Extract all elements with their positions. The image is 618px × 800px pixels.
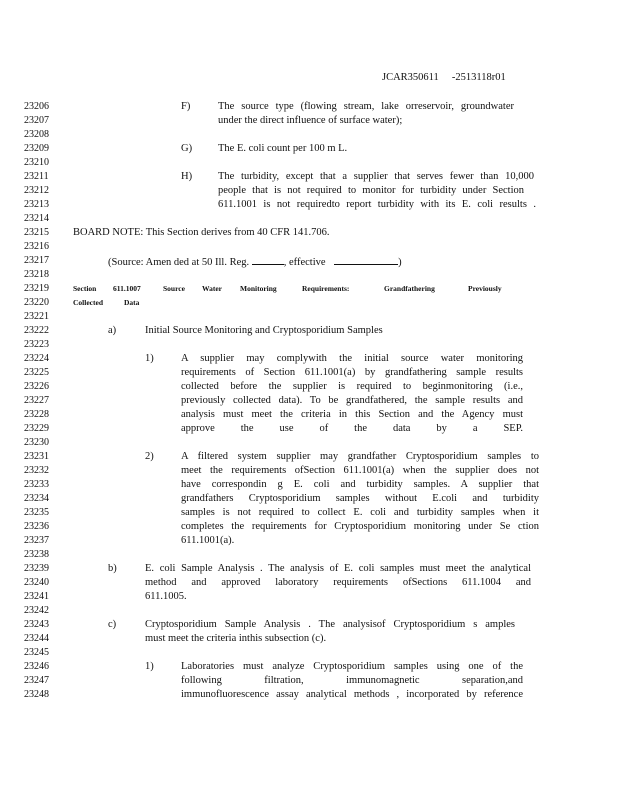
heading-section: Section xyxy=(73,284,97,293)
text-line: Cryptosporidium Sample Analysis . The analysisof Cryptosporidium s amples xyxy=(145,619,515,630)
item-f-line1: The source type (flowing stream, lake orreservoir, groundwater xyxy=(218,101,514,112)
line-number: 23216 xyxy=(24,241,49,252)
line-number: 23236 xyxy=(24,521,49,532)
subsection-a-title: Initial Source Monitoring and Cryptosporidium Samples xyxy=(145,325,383,336)
line-number: 23223 xyxy=(24,339,49,350)
line-number: 23234 xyxy=(24,493,49,504)
text-line: must meet the criteria inthis subsection (c). xyxy=(145,633,327,644)
line-number: 23243 xyxy=(24,619,49,630)
subsection-c-label: c) xyxy=(108,619,117,630)
line-number: 23230 xyxy=(24,437,49,448)
board-note: BOARD NOTE: This Section derives from 40 CFR 141.706. xyxy=(73,227,330,238)
line-number: 23209 xyxy=(24,143,49,154)
text-line: grandfathers Cryptosporidium samples without E.coli and turbidity xyxy=(181,493,539,504)
heading-number: 611.1007 xyxy=(113,284,141,293)
line-number: 23207 xyxy=(24,115,49,126)
text-line: following filtration, immunomagnetic separation,and xyxy=(181,675,523,686)
line-number: 23237 xyxy=(24,535,49,546)
source-note-mid: , effective xyxy=(283,257,326,268)
subsection-c1-label: 1) xyxy=(145,661,154,672)
line-number: 23208 xyxy=(24,129,49,140)
line-number: 23241 xyxy=(24,591,49,602)
text-line: collected before the supplier is required to beginmonitoring (i.e., xyxy=(181,381,523,392)
reg-blank xyxy=(252,254,284,265)
item-h-line2: people that is not required to monitor for turbidity under Section xyxy=(218,185,524,196)
text-line: method and approved laboratory requirements ofSections 611.1004 and xyxy=(145,577,531,588)
line-number: 23224 xyxy=(24,353,49,364)
item-g-label: G) xyxy=(181,143,193,154)
document-code: -2513118r01 xyxy=(451,72,506,83)
item-g-line1: The E. coli count per 100 m L. xyxy=(218,143,348,154)
text-line: A supplier may complywith the initial source water monitoring xyxy=(181,353,523,364)
text-line: samples is not required to collect E. coli and turbidity samples when it xyxy=(181,507,539,518)
item-f-line2: under the direct influence of surface water); xyxy=(218,115,403,126)
line-number: 23227 xyxy=(24,395,49,406)
line-number: 23233 xyxy=(24,479,49,490)
heading-water: Water xyxy=(202,284,222,293)
line-number: 23246 xyxy=(24,661,49,672)
line-number: 23212 xyxy=(24,185,49,196)
item-f-label: F) xyxy=(181,101,191,112)
line-number: 23214 xyxy=(24,213,49,224)
line-number: 23206 xyxy=(24,101,49,112)
line-number: 23213 xyxy=(24,199,49,210)
line-number: 23235 xyxy=(24,507,49,518)
line-number: 23240 xyxy=(24,577,49,588)
subsection-b-label: b) xyxy=(108,563,117,574)
source-note-prefix: (Source: Amen ded at 50 Ill. Reg. xyxy=(108,257,250,268)
line-number: 23229 xyxy=(24,423,49,434)
subsection-a1-label: 1) xyxy=(145,353,154,364)
text-line: E. coli Sample Analysis . The analysis of E. coli samples must meet the analytical xyxy=(145,563,531,574)
line-number: 23211 xyxy=(24,171,49,182)
line-number: 23248 xyxy=(24,689,49,700)
heading-grandfathering: Grandfathering xyxy=(384,284,435,293)
effective-blank xyxy=(334,254,398,265)
text-line: 611.1005. xyxy=(145,591,187,602)
line-number: 23220 xyxy=(24,297,49,308)
heading-source: Source xyxy=(163,284,185,293)
text-line: have correspondin g E. coli and turbidity samples. A supplier that xyxy=(181,479,539,490)
line-number: 23231 xyxy=(24,451,49,462)
heading-collected: Collected xyxy=(73,298,103,307)
item-h-line3: 611.1001 is not requiredto report turbidity with its E. coli results . xyxy=(218,199,536,210)
text-line: requirements of Section 611.1001(a) by grandfathering sample results xyxy=(181,367,523,378)
line-number: 23239 xyxy=(24,563,49,574)
source-note-suffix: ) xyxy=(398,257,402,268)
line-number: 23247 xyxy=(24,675,49,686)
line-number: 23219 xyxy=(24,283,49,294)
text-line: previously collected data). To be grandfathered, the sample results and xyxy=(181,395,523,406)
line-number: 23228 xyxy=(24,409,49,420)
line-number: 23221 xyxy=(24,311,49,322)
text-line: A filtered system supplier may grandfather Cryptosporidium samples to xyxy=(181,451,539,462)
text-line: meet the requirements ofSection 611.1001(a) when the supplier does not xyxy=(181,465,539,476)
line-number: 23242 xyxy=(24,605,49,616)
line-number: 23222 xyxy=(24,325,49,336)
line-number: 23245 xyxy=(24,647,49,658)
line-number: 23238 xyxy=(24,549,49,560)
subsection-a-label: a) xyxy=(108,325,117,336)
line-number: 23225 xyxy=(24,367,49,378)
line-number: 23232 xyxy=(24,465,49,476)
source-note xyxy=(108,254,402,270)
text-line: analysis must meet the criteria in this Section and the Agency must xyxy=(181,409,523,420)
item-h-label: H) xyxy=(181,171,193,182)
line-number: 23244 xyxy=(24,633,49,644)
heading-monitoring: Monitoring xyxy=(240,284,277,293)
item-h-line1: The turbidity, except that a supplier that serves fewer than 10,000 xyxy=(218,171,534,182)
text-line: 611.1001(a). xyxy=(181,535,235,546)
page-header xyxy=(382,72,506,83)
line-number: 23215 xyxy=(24,227,49,238)
line-number: 23217 xyxy=(24,255,49,266)
heading-previously: Previously xyxy=(468,284,502,293)
text-line: Laboratories must analyze Cryptosporidium samples using one of the xyxy=(181,661,523,672)
heading-requirements: Requirements: xyxy=(302,284,350,293)
line-number: 23218 xyxy=(24,269,49,280)
document-id: JCAR350611 xyxy=(382,72,439,83)
line-number: 23210 xyxy=(24,157,49,168)
text-line: immunofluorescence assay analytical methods , incorporated by reference xyxy=(181,689,523,700)
text-line: completes the requirements for Cryptosporidium monitoring under Se ction xyxy=(181,521,539,532)
subsection-a2-label: 2) xyxy=(145,451,154,462)
text-line: approve the use of the data by a SEP. xyxy=(181,423,523,434)
line-number: 23226 xyxy=(24,381,49,392)
heading-data: Data xyxy=(124,298,140,307)
